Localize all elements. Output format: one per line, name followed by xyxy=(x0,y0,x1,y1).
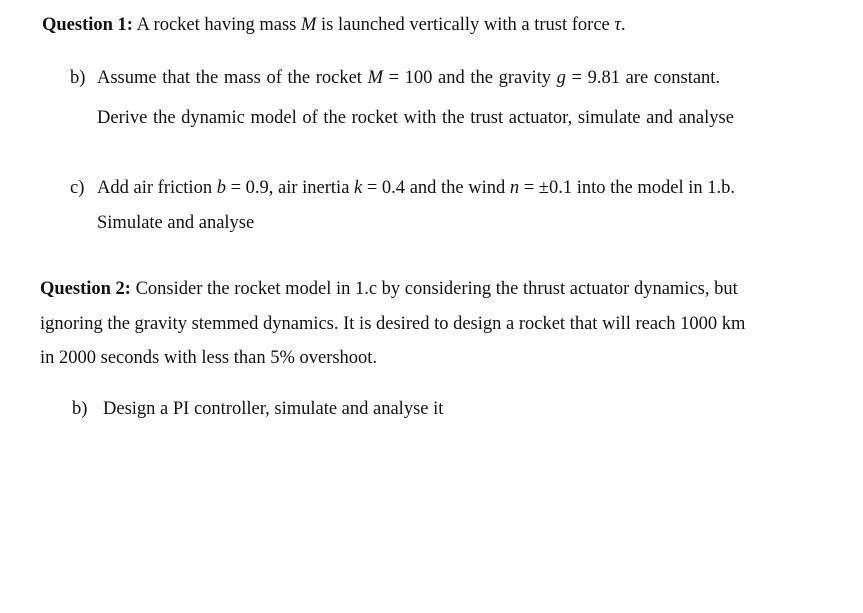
question-2-line-3: in 2000 seconds with less than 5% overshoot. xyxy=(40,348,378,368)
friction-value: = 0.9 xyxy=(225,178,269,198)
q1b-label: b) xyxy=(70,68,86,88)
q1b-text-b: and the gravity xyxy=(432,68,557,88)
q1c-text-b: , air inertia xyxy=(268,178,355,198)
q1-text-a: A rocket having mass xyxy=(132,15,301,35)
q1c-text-a: Add air friction xyxy=(97,178,217,198)
inertia-value: = 0.4 xyxy=(362,178,406,198)
inertia-symbol: k xyxy=(354,178,363,198)
q1b-mass-value: = 100 xyxy=(382,68,433,88)
q2-text-a: Consider the rocket model in 1.c by considering the thrust actuator dynamics, but xyxy=(130,279,738,299)
question-2-heading: Question 2: xyxy=(40,279,131,299)
question-1-heading: Question 1: xyxy=(42,15,133,35)
question-1-statement xyxy=(42,14,626,36)
question-2-line-1 xyxy=(40,278,738,300)
wind-value: = ±0.1 xyxy=(519,178,573,198)
q1c-line-1 xyxy=(97,177,735,199)
q2b-label: b) xyxy=(72,399,88,419)
q1b-mass-symbol: M xyxy=(367,68,383,88)
q1b-text-a: Assume that the mass of the rocket xyxy=(97,68,368,88)
q1b-gravity-value: = 9.81 xyxy=(565,68,620,88)
q1-text-b: is launched vertically with a trust force xyxy=(316,15,615,35)
question-2-line-2: ignoring the gravity stemmed dynamics. It is desired to design a rocket that will reach 1000 km xyxy=(40,314,746,334)
q1c-label: c) xyxy=(70,178,85,198)
friction-symbol: b xyxy=(216,178,226,198)
q1-end: . xyxy=(621,15,626,35)
mass-symbol: M xyxy=(301,15,317,35)
q1b-text-c: are constant. xyxy=(619,68,721,88)
q1c-text-c: and the wind xyxy=(405,178,510,198)
q1b-line-1 xyxy=(97,67,720,89)
q1c-text-d: into the model in 1.b. xyxy=(572,178,735,198)
q2b-text: Design a PI controller, simulate and analyse it xyxy=(103,399,444,419)
q1b-gravity-symbol: g xyxy=(556,68,566,88)
wind-symbol: n xyxy=(509,178,520,198)
q1c-line-2: Simulate and analyse xyxy=(97,213,255,233)
q1b-line-2: Derive the dynamic model of the rocket with the trust actuator, simulate and analyse xyxy=(97,108,734,128)
thrust-symbol: τ xyxy=(614,15,621,35)
